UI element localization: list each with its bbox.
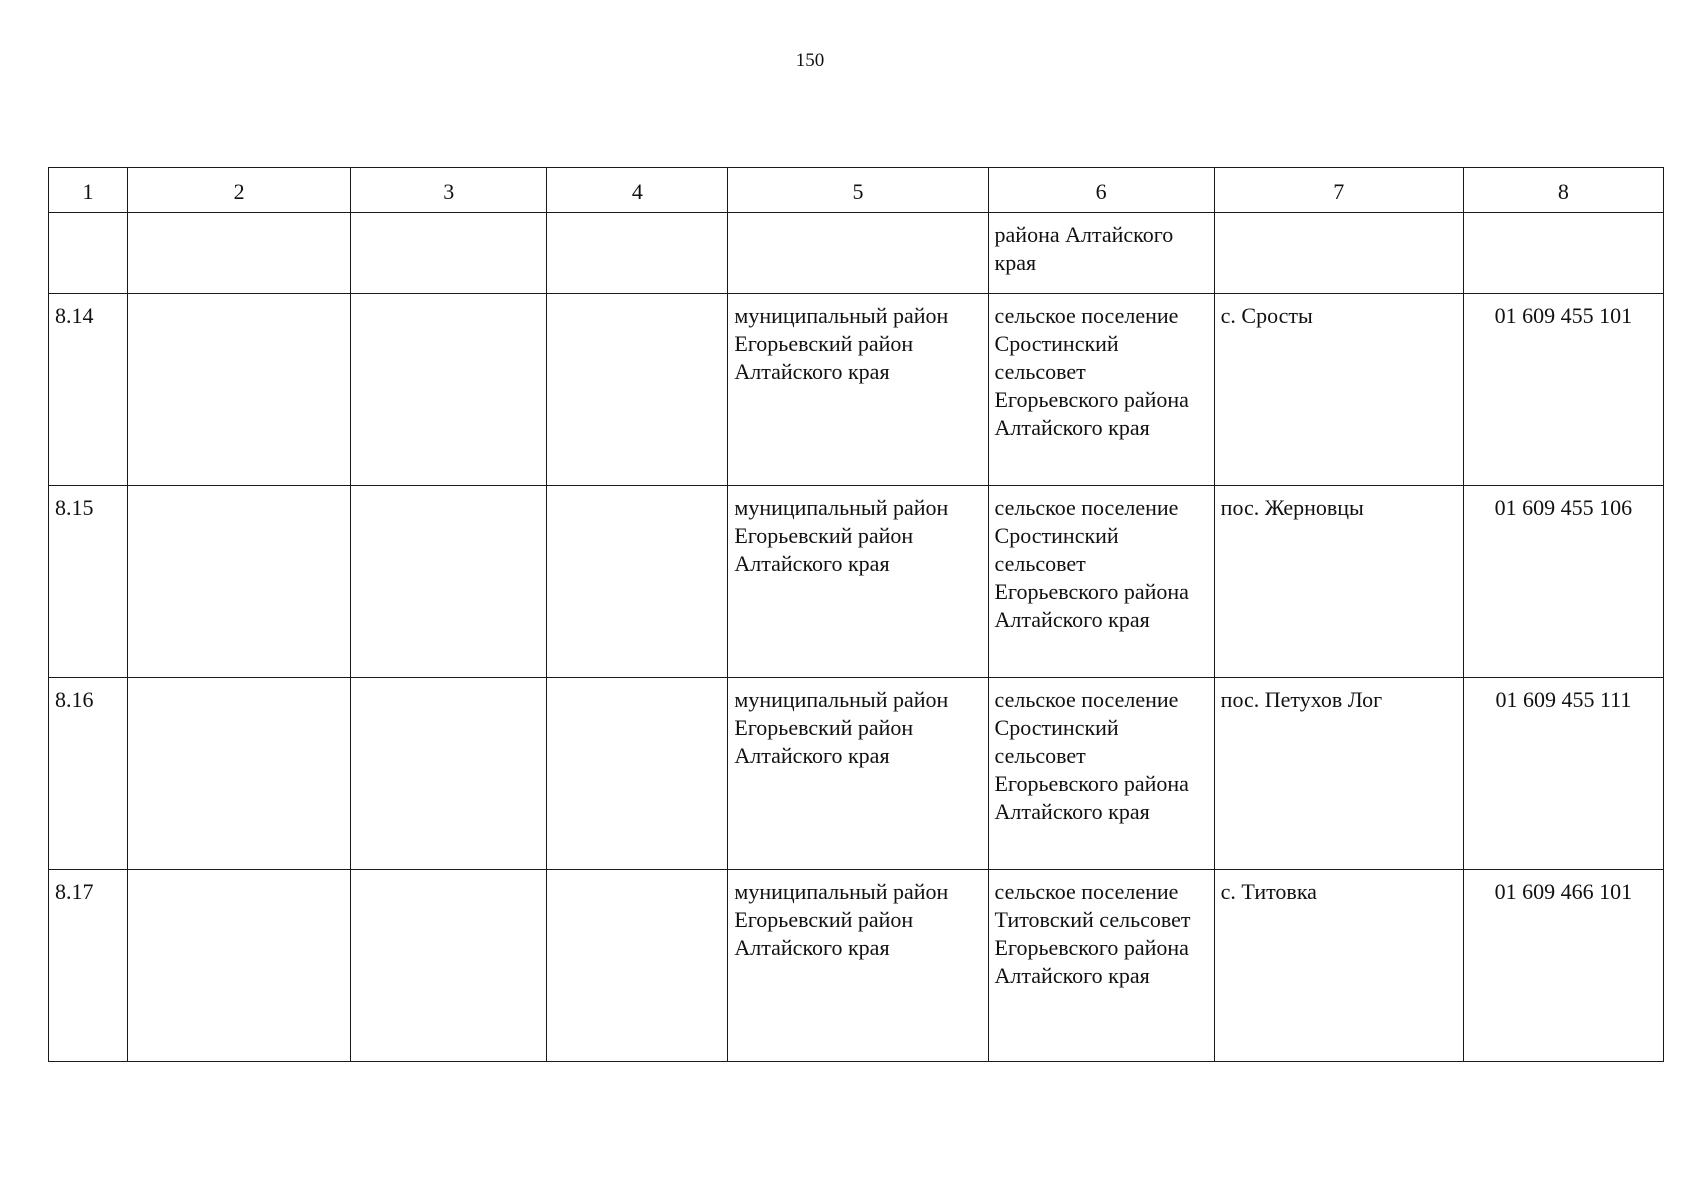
cell-settlement: сельское поселение Сростинский сельсовет Егорьевского района Алтайского края [988,294,1214,486]
cell-number [49,213,128,294]
cell-settlement: сельское поселение Сростинский сельсовет Егорьевского района Алтайского края [988,486,1214,678]
column-header-3: 3 [351,168,547,213]
page-number: 150 [795,50,825,71]
cell-col4 [547,678,728,870]
cell-locality: с. Сросты [1214,294,1463,486]
cell-col3 [351,678,547,870]
column-header-1: 1 [49,168,128,213]
cell-col4 [547,294,728,486]
cell-number: 8.17 [49,870,128,1062]
header-row [49,168,1664,213]
cell-settlement: района Алтайского края [988,213,1214,294]
cell-col3 [351,294,547,486]
cell-settlement: сельское поселение Титовский сельсовет Егорьевского района Алтайского края [988,870,1214,1062]
cell-municipal-district: муниципальный район Егорьевский район Алтайского края [728,678,988,870]
cell-col2 [128,294,351,486]
cell-municipal-district: муниципальный район Егорьевский район Алтайского края [728,870,988,1062]
table-row [49,870,1664,1062]
cell-number: 8.14 [49,294,128,486]
cell-code: 01 609 455 111 [1463,678,1663,870]
column-header-5: 5 [728,168,988,213]
column-header-2: 2 [128,168,351,213]
cell-col2 [128,486,351,678]
cell-col3 [351,870,547,1062]
cell-code [1463,213,1663,294]
continuation-row [49,213,1664,294]
cell-col4 [547,870,728,1062]
column-header-4: 4 [547,168,728,213]
cell-code: 01 609 466 101 [1463,870,1663,1062]
cell-locality: пос. Петухов Лог [1214,678,1463,870]
cell-col3 [351,213,547,294]
cell-municipal-district [728,213,988,294]
cell-col3 [351,486,547,678]
table-row [49,486,1664,678]
column-header-8: 8 [1463,168,1663,213]
cell-locality [1214,213,1463,294]
table-row [49,678,1664,870]
cell-municipal-district: муниципальный район Егорьевский район Алтайского края [728,294,988,486]
cell-settlement: сельское поселение Сростинский сельсовет Егорьевского района Алтайского края [988,678,1214,870]
table-row [49,294,1664,486]
cell-number: 8.16 [49,678,128,870]
cell-col2 [128,678,351,870]
cell-col2 [128,213,351,294]
cell-municipal-district: муниципальный район Егорьевский район Алтайского края [728,486,988,678]
cell-code: 01 609 455 106 [1463,486,1663,678]
cell-col4 [547,486,728,678]
cell-number: 8.15 [49,486,128,678]
column-header-6: 6 [988,168,1214,213]
cell-code: 01 609 455 101 [1463,294,1663,486]
registry-table [48,167,1664,1062]
cell-locality: пос. Жерновцы [1214,486,1463,678]
cell-col4 [547,213,728,294]
cell-col2 [128,870,351,1062]
column-header-7: 7 [1214,168,1463,213]
cell-locality: с. Титовка [1214,870,1463,1062]
